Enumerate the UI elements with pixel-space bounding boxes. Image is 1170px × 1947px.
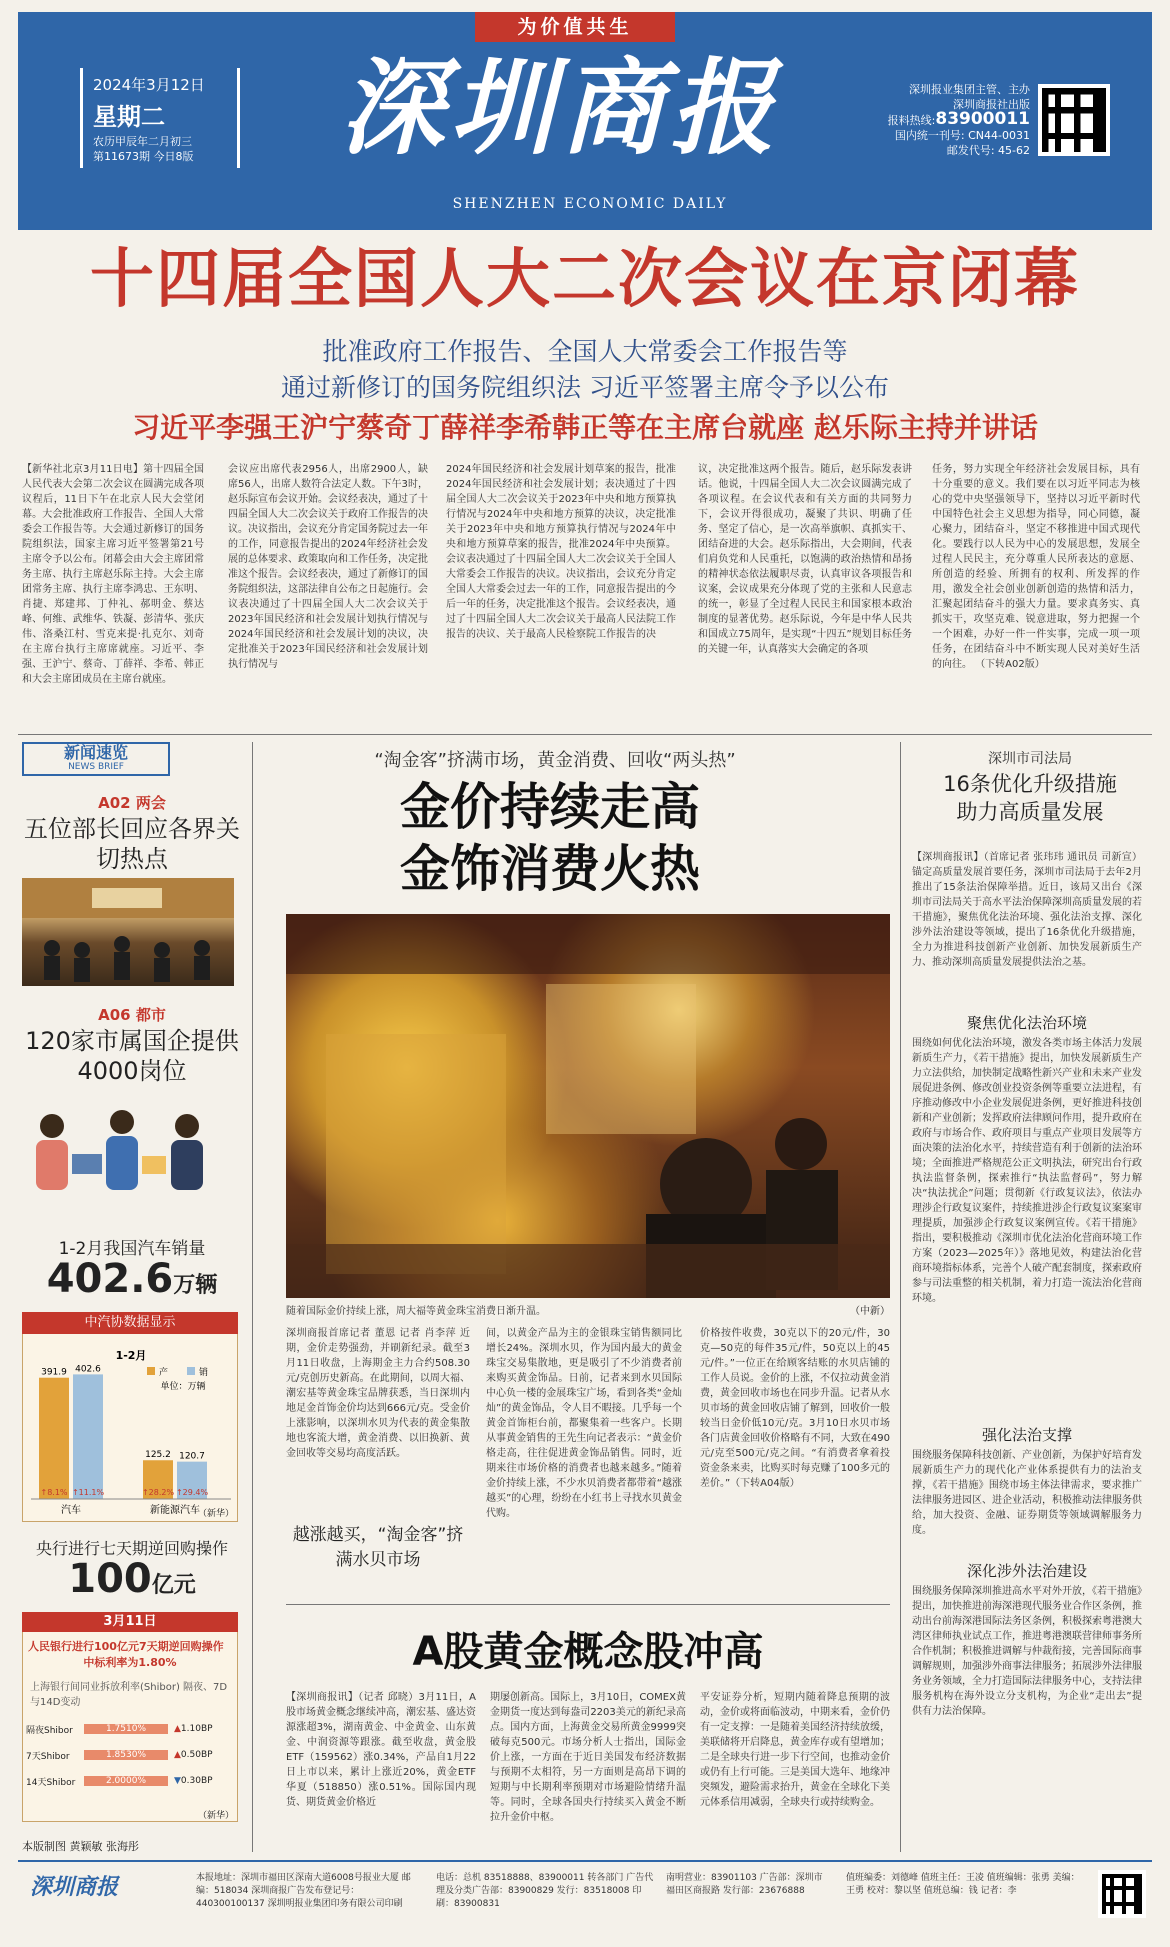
car-sales-number: 402.6 xyxy=(46,1256,174,1302)
lunar-date: 农历甲辰年二月初三 xyxy=(93,135,192,148)
chart-value-label: 125.2 xyxy=(145,1450,171,1461)
hotline-number: 83900011 xyxy=(935,109,1030,129)
shibor-change: 1.10BP xyxy=(180,1724,213,1734)
gold-story-title[interactable] xyxy=(290,776,810,900)
issue-date: 2024年3月12日 xyxy=(93,76,205,94)
headline-subtitle-1: 批准政府工作报告、全国人大常委会工作报告等 xyxy=(322,337,848,366)
judicial-title-line-1: 16条优化升级措施 xyxy=(943,772,1117,796)
legend-label: 产 xyxy=(159,1368,169,1378)
newspaper-logo: 深圳商报 xyxy=(340,46,781,169)
judicial-heading-1: 聚焦优化法治环境 xyxy=(966,1014,1087,1032)
people-illustration xyxy=(22,1096,234,1206)
newspaper-logo-english: SHENZHEN ECONOMIC DAILY xyxy=(452,196,728,212)
reverse-repo-value xyxy=(22,1556,242,1602)
gold-subhead: 越涨越买，“淘金客”挤满水贝市场 xyxy=(292,1525,464,1570)
footer-qr-code-icon[interactable] xyxy=(1098,1870,1146,1918)
chart-growth-label: ↑29.4% xyxy=(175,1488,209,1497)
shibor-table xyxy=(26,1716,234,1806)
lead-column-3: 2024年国民经济和社会发展计划草案的报告，批准2024年国民经济和社会发展计划；表决通过了十四届全国人大二次会议关于2023年中央和地方预算执行情况与2024年中央和地方预算的决议，决定批准关于2023年中央和地方预算执行情况与2024年中央和地方预算草案的报告，批准2024年中央预算。会议表决通过了十四届全国人大二次会议关于全国人大常委会工作报告的决议。决议指出，会议充分肯定全国人大常委会过去一年的工作，同意报告提出的今后一年的任务，决定批准这个报告。会议经表决，通过了十四届全国人大二次会议关于最高人民法院工作报告的决议、关于最高人民检察院工作报告的决 xyxy=(446,464,676,640)
rate-line-1: 人民银行进行100亿元7天期逆回购操作 xyxy=(28,1640,224,1653)
stock-column-3: 平安证券分析，短期内随着降息预期的波动，金价或将面临波动，中期来看，金价仍有一定支撑：一是随着美国经济持续放缓，美联储将开启降息，黄金库存或有望增加；二是全球央行进一步下行空间，也推动金价或仍有上行可能。三是美国大选年、地缘冲突频发，避险需求抬升，黄金在全球化下美元体系信用减弱，全球央行或持续购金。 xyxy=(700,1692,890,1808)
issue-weekday: 星期二 xyxy=(93,103,165,131)
shibor-title: 上海银行间同业拆放利率(Shibor) 隔夜、7D与14D变动 xyxy=(30,1682,228,1708)
lead-column-1: 【新华社北京3月11日电】第十四届全国人民代表大会第二次会议在圆满完成各项议程后，11日下午在北京人民大会堂闭幕。大会批准政府工作报告、全国人大常委会工作报告等。大会通过新修订的国务院组织法，国家主席习近平签署第21号主席令予以公布。闭幕会由大会主席团常务主席、执行主席赵乐际主持。大会主席团常务主席、执行主席李鸿忠、王东明、肖捷、郑建邦、丁仲礼、郝明金、蔡达峰、何维、武维华、铁凝、彭清华、张庆伟、洛桑江村、雪克来提·扎克尔、刘奇在主席台执行主席席就座。习近平、李强、王沪宁、蔡奇、丁薛祥、李希、韩正和大会主席团成员在主席台就座。 xyxy=(22,464,204,685)
photo-source: （中新） xyxy=(850,1306,890,1317)
shibor-value: 1.8530% xyxy=(84,1750,168,1760)
rate-line-2: 中标利率为1.80% xyxy=(83,1656,177,1669)
lead-column-5 xyxy=(932,462,1140,672)
brief-section-1[interactable]: A02 两会 xyxy=(98,794,166,812)
legend-swatch xyxy=(147,1367,155,1375)
cn-code: 国内统一刊号: CN44-0031 xyxy=(894,129,1030,142)
masthead-slogan: 为价值共生 xyxy=(475,12,675,42)
front-headline[interactable]: 十四届全国人大二次会议在京闭幕 xyxy=(90,243,1080,317)
judicial-paragraph-1: 围绕如何优化法治环境，激发各类市场主体活力发展新质生产力，《若干措施》提出，加快发展新质生产力立法供给，加快制定战略性新兴产业和未来产业发展促进条例、修改创业投资条例等重要立法进程，有序推动修改中小企业发展促进条例，更好推进科技创新和产业创新；发挥政府法律顾问作用，提升政府在政府与市场合作、政府项目与重点产业项目发展等方面决策的法治化水平，持续营造有利于创新的法治环境；全面推进严格规范公正文明执法，研究出台行政执法监督条例，探索推行“执法监督码”，努力解决“执法扰企”问题；贯彻新《行政复议法》，依法办理涉企行政复议案件，持续推进涉企行政复议案案审理提质，加强涉企行政复议案例宣传。《若干措施》指出，要积极推动《深圳市优化法治化营商环境工作方案（2023—2025年）》落地见效，构建法治化营商环境指标体系，完善个人破产配套制度，探索政府参与司法重整的相关机制，着力打造一流法治化营商环境。 xyxy=(912,1038,1142,1304)
gold-shop-photo[interactable] xyxy=(286,914,890,1298)
gold-title-line-2: 金饰消费火热 xyxy=(400,840,700,898)
legend-swatch xyxy=(187,1367,195,1375)
footer-logo: 深圳商报 xyxy=(30,1874,119,1900)
chart-growth-label: ↑8.1% xyxy=(40,1488,68,1497)
shibor-term: 隔夜Shibor xyxy=(26,1725,73,1736)
ministers-press-photo[interactable] xyxy=(22,878,234,986)
shibor-row xyxy=(26,1742,234,1768)
chart-growth-label: ↑28.2% xyxy=(141,1488,175,1497)
car-sales-chart-box xyxy=(22,1312,238,1522)
brief-section-2[interactable]: A06 都市 xyxy=(98,1006,166,1024)
car-sales-chart xyxy=(23,1313,239,1523)
shibor-term: 7天Shibor xyxy=(26,1751,70,1762)
lead-column-4: 议，决定批准这两个报告。随后，赵乐际发表讲话。他说，十四届全国人大二次会议圆满完成了各项议程。在会议代表和有关方面的共同努力下，会议开得很成功，凝聚了共识、明确了任务、坚定了信心，是一次高举旗帜、真抓实干、团结奋进的大会。赵乐际指出，大会期间，代表们肩负党和人民重托，以饱满的政治热情和昂扬的精神状态依法履职尽责，认真审议各项报告和议案，会议成果充分体现了党的主张和人民意志的统一，彰显了全过程人民民主和国家根本政治制度的显著优势。赵乐际说，今年是中华人民共和国成立75周年，是实现“十四五”规划目标任务的关键一年，认真落实大会确定的各项 xyxy=(698,464,912,655)
stock-column-2: 期屡创新高。国际上，3月10日，COMEX黄金期货一度达到每盎司2203美元的新纪录高点。国内方面，上海黄金交易所黄金9999突破每克500元。市场分析人士指出，国际金价上涨，一方面在于近日美国发布经济数据与预期不太相符，另一方面则是高昂下调的短期与中长期利率预期对市场避险情绪升温等。同时，全球各国央行持续买入黄金不断拉升金价中枢。 xyxy=(490,1692,686,1823)
arrow-up-icon: ▲ xyxy=(174,1724,181,1734)
date-box xyxy=(80,68,240,168)
chart-title: 1-2月 xyxy=(115,1349,147,1362)
gold-title-line-1: 金价持续走高 xyxy=(400,778,700,836)
brief-title-2[interactable]: 120家市属国企提供4000岗位 xyxy=(25,1027,239,1085)
shibor-row xyxy=(26,1768,234,1794)
news-brief-cn: 新闻速览 xyxy=(63,743,128,762)
footer-phones: 电话：总机 83518888、83900011 转各部门 广告代理及分类广告部：83900829 发行：83518008 印刷：83900831 xyxy=(436,1873,654,1909)
reverse-repo-number: 100 xyxy=(68,1556,152,1602)
chart-source: （新华） xyxy=(198,1509,235,1519)
news-brief-tag xyxy=(22,742,170,776)
reverse-repo-unit: 亿元 xyxy=(151,1573,196,1598)
divider xyxy=(252,742,253,1852)
judicial-paragraph-2: 围绕服务保障科技创新、产业创新，为保护好培育发展新质生产力的现代化产业体系提供有力的法治支撑，《若干措施》围绕市场主体法律需求，要求推广法律服务进园区、进企业活动，积极推动法律服务供给，加大投资、金融、证券期货等领域调解服务力度。 xyxy=(912,1450,1142,1536)
car-sales-unit: 万辆 xyxy=(173,1273,218,1298)
judicial-paragraph-3: 围绕服务保障深圳推进高水平对外开放，《若干措施》提出，加快推进前海深港现代服务业合作区条例，推动出台前海深港国际法务区条例，积极探索粤港澳大湾区律师执业试点工作，推进粤港澳联营律师事务所合作机制；积极推进调解与仲裁衔接，完善国际商事调解规则，加强涉外商事法律服务；拓展涉外法律服务业务领域，全力打造国际法律服务中心，支持法律服务机构在海外设立分支机构，为企业“走出去”提供有力法治保障。 xyxy=(912,1586,1142,1717)
car-sales-label: 1-2月我国汽车销量 xyxy=(58,1239,206,1259)
press-conference-illustration xyxy=(22,878,234,986)
lead-column-2: 会议应出席代表2956人，出席2900人，缺席56人，出席人数符合法定人数。下午3时，赵乐际宣布会议开始。会议经表决，通过了十四届全国人大二次会议关于政府工作报告的决议。决议指出，会议充分肯定国务院过去一年的工作，同意报告提出的2024年经济社会发展的总体要求、政策取向和工作任务，决定批准这个报告。会议经表决，通过了新修订的国务院组织法，这部法律自公布之日起施行。会议表决通过了十四届全国人大二次会议关于2023年国民经济和社会发展计划执行情况与2024年国民经济和社会发展计划的决议，决定批准关于2023年国民经济和社会发展计划执行情况与 xyxy=(228,464,428,670)
divider xyxy=(18,734,1152,735)
footer-address: 本报地址：深圳市福田区深南大道6008号报业大厦 邮编：518034 深圳商报广告发布登记号：440300100137 深圳明报业集团印务有限公司印刷 xyxy=(196,1873,411,1909)
judicial-org: 深圳市司法局 xyxy=(988,751,1072,767)
shibor-row xyxy=(26,1716,234,1742)
chart-bar xyxy=(39,1378,69,1499)
chart-unit-label: 单位：万辆 xyxy=(160,1382,206,1392)
footer-service: 南明营业：83901103 广告部：深圳市福田区商报路 发行部：23676888 xyxy=(666,1873,823,1896)
headline-subtitle-3: 习近平李强王沪宁蔡奇丁薛祥李希韩正等在主席台就座 赵乐际主持并讲话 xyxy=(132,411,1038,444)
footer-staff: 值班编委：刘德峰 值班主任：王凌 值班编辑：张勇 美编：王勇 校对：黎以坚 值班总编：钱 记者：李 xyxy=(846,1873,1080,1896)
postal-code: 邮发代号: 45-62 xyxy=(946,144,1030,157)
divider xyxy=(286,1604,890,1605)
legend-label: 销 xyxy=(199,1368,209,1378)
rate-date: 3月11日 xyxy=(22,1612,238,1632)
publisher-info xyxy=(880,82,1030,158)
chart-value-label: 391.9 xyxy=(41,1367,67,1378)
publisher-2: 深圳商报社出版 xyxy=(953,98,1030,111)
chart-category-label: 汽车 xyxy=(61,1505,81,1516)
chart-category-label: 新能源汽车 xyxy=(150,1505,200,1516)
chart-value-label: 402.6 xyxy=(75,1364,101,1375)
gold-story-kicker: “淘金客”挤满市场，黄金消费、回收“两头热” xyxy=(374,750,736,771)
reverse-repo-label: 央行进行七天期逆回购操作 xyxy=(35,1539,228,1558)
arrow-up-icon: ▲ xyxy=(174,1750,181,1760)
shibor-change: 0.30BP xyxy=(180,1776,213,1786)
shibor-term: 14天Shibor xyxy=(26,1777,76,1788)
chart-value-label: 120.7 xyxy=(179,1451,205,1462)
divider xyxy=(900,742,901,1852)
judicial-heading-2: 强化法治支撑 xyxy=(981,1426,1072,1444)
lead-column-5-text: 任务，努力实现全年经济社会发展目标，具有十分重要的意义。我们要在以习近平同志为核心的党中央坚强领导下，坚持以习近平新时代中国特色社会主义思想为指导，同心同德，凝心聚力，团结奋斗，坚定不移推进中国式现代化。要践行以人民为中心的发展思想，发展全过程人民民主，充分尊重人民所表达的意愿、所创造的经验、所拥有的权利、所发挥的作用，激发全社会创业创新创造的热情和活力，汇聚起团结奋斗的强大力量。要求真务实、真抓实干，攻坚克难、锐意进取，努力把握一个一个困难，办好一件一件实事，完成一项一项任务，在团结奋斗中不断实现人民对美好生活的向往。 xyxy=(932,464,1140,670)
continue-note[interactable]: （下转A02版） xyxy=(975,659,1045,670)
arrow-down-icon: ▼ xyxy=(174,1776,181,1786)
job-seekers-illustration xyxy=(22,1096,234,1206)
brief-title-1[interactable]: 五位部长回应各界关切热点 xyxy=(24,815,240,873)
gold-column-1: 深圳商报首席记者 董恩 记者 肖李萍 近期，金价走势强劲，并刷新纪录。截至3月11日收盘，上海期金主力合约508.30元/克创历史新高。在此期间，以周大福、潮宏基等黄金珠宝品牌获悉，当日深圳内地足金首饰金价均达到666元/克。受金价上涨影响，以深圳水贝为代表的黄金集散地也客流大增，黄金消费、以旧换新、黄金回收等交易均高度活跃。 xyxy=(286,1328,470,1459)
hotline-label: 报料热线: xyxy=(887,114,936,127)
chart-growth-label: ↑11.1% xyxy=(71,1488,105,1497)
gold-column-2: 间，以黄金产品为主的金银珠宝销售额同比增长24%。深圳水贝，作为国内最大的黄金珠宝交易集散地，更是吸引了不少消费者前来购买黄金饰品。日前，记者来到水贝国际中心负一楼的金展珠宝广场，看到各类“金灿灿”的黄金饰品，令人目不暇接。几乎每一个黄金首饰柜台前，都聚集着一些客户。长期从事黄金销售的王先生向记者表示：“黄金价格走高，往往促进黄金饰品销售。同时，近期来往市场价格的消费者也越来越多。”随着金价持续上涨，不少水贝消费者都带着“越涨越买”的心理，纷纷在小红书上寻找水贝黄金代购。 xyxy=(486,1328,682,1519)
headline-subtitle-2: 通过新修订的国务院组织法 习近平签署主席令予以公布 xyxy=(281,373,889,402)
qr-code-icon[interactable] xyxy=(1038,84,1110,156)
judicial-title[interactable] xyxy=(912,770,1148,826)
gold-column-3: 价格按件收费，30克以下的20元/件，30克—50克的每件35元/件，50克以上的45元/件。”一位正在给顾客结账的水贝店铺的工作人员说。金价的上涨，不仅拉动黄金消费，黄金回收市场也在同步升温。记者从水贝市场的黄金回收店铺了解到，回收价一般较当日金价低10元/克。3月10日水贝市场各门店黄金回收价格略有不同，大致在490元/克至500元/克之间。“有消费者拿着投资金条来卖，比购买时每克赚了100多元的差价。”（下转A04版） xyxy=(700,1328,890,1489)
shibor-change: 0.50BP xyxy=(180,1750,213,1760)
judicial-title-line-2: 助力高质量发展 xyxy=(956,800,1104,824)
publisher: 深圳报业集团主管、主办 xyxy=(909,83,1030,96)
photo-caption: 随着国际金价持续上涨，周大福等黄金珠宝消费日渐升温。 xyxy=(286,1306,546,1317)
judicial-heading-3: 深化涉外法治建设 xyxy=(966,1562,1087,1580)
shibor-source: （新华） xyxy=(198,1811,235,1821)
judicial-intro: 【深圳商报讯】（首席记者 张玮玮 通讯员 司新宣）锚定高质量发展首要任务，深圳市司法局于去年2月推出了15条法治保障举措。近日，该局又出台《深圳市司法局关于高水平法治保障深圳高质量发展的若干措施》，聚焦优化法治环境、强化法治支撑、深化涉外法治建设等领域，提出了16条优化升级措施，全力为推进科技创新产业创新、加快发展新质生产力、推动深圳高质量发展提供法治之基。 xyxy=(912,852,1142,968)
chart-header: 中汽协数据显示 xyxy=(22,1312,238,1334)
shibor-value: 2.0000% xyxy=(84,1776,168,1786)
gold-shop-illustration xyxy=(286,914,890,1298)
stock-story-title[interactable]: A股黄金概念股冲高 xyxy=(412,1629,764,1675)
shibor-value: 1.7510% xyxy=(84,1724,168,1734)
news-brief-en: NEWS BRIEF xyxy=(68,762,124,772)
car-sales-value xyxy=(22,1256,242,1302)
issue-number: 第11673期 今日8版 xyxy=(93,150,194,163)
chart-bar xyxy=(73,1374,103,1499)
stock-column-1: 【深圳商报讯】（记者 邱晓）3月11日，A股市场黄金概念继续冲高，潮宏基、盛达资源涨超3%，湖南黄金、中金黄金、山东黄金、中润资源等跟涨。截至收盘，黄金股ETF（159562）涨0.34%，产品自1月22日上市以来，累计上涨近20%，黄金ETF华夏（518850）涨0.51%。国际国内现货、期货黄金价格近 xyxy=(286,1692,476,1808)
page-editor: 本版制图 黄颖敏 张海彤 xyxy=(22,1840,139,1853)
